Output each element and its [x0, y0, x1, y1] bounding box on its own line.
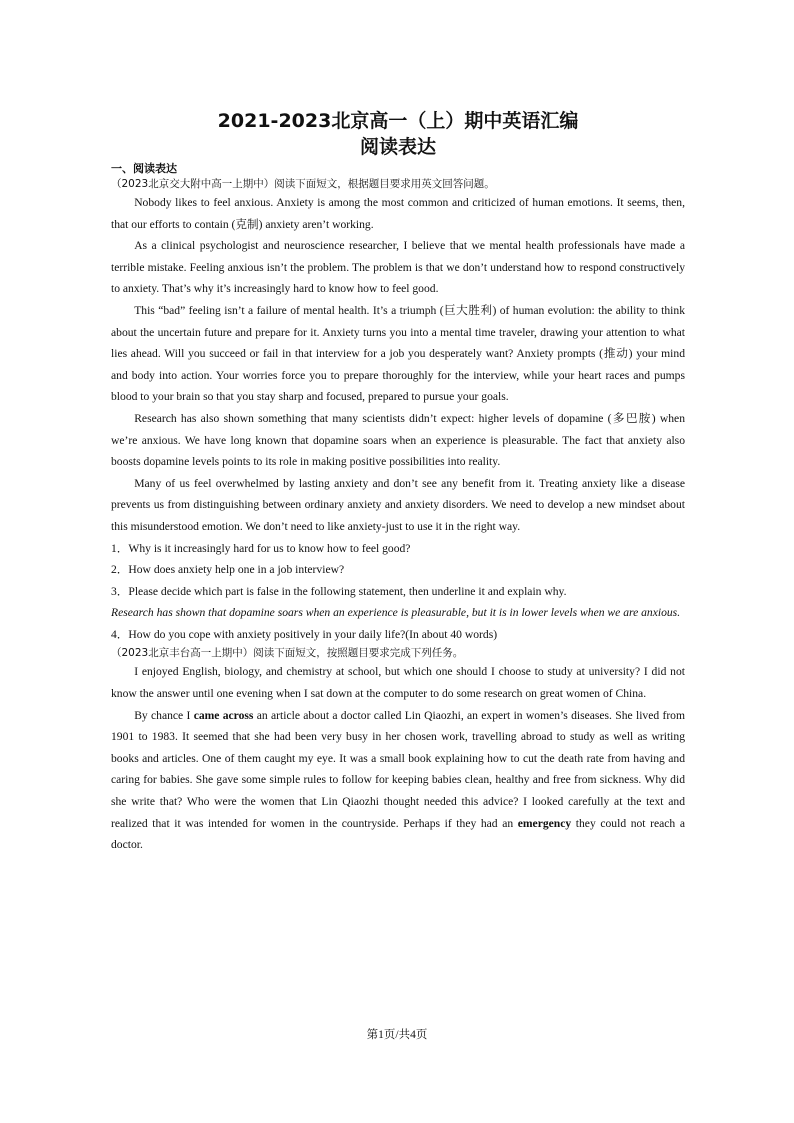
bold-phrase: came across [193, 708, 254, 722]
question-2: 2．How does anxiety help one in a job interview? [111, 563, 345, 577]
question-3: 3．Please decide which part is false in the following statement, then underline it and explain why. [111, 584, 567, 598]
bold-word: emergency [517, 816, 572, 830]
paragraph: I enjoyed English, biology, and chemistry at school, but which one should I choose to study at university? I did not know the answer until one evening when I sat down at the computer to do some research on great women of China. [111, 665, 685, 701]
paragraph: Nobody likes to feel anxious. Anxiety is among the most common and criticized of human emotions. It seems, then, that our efforts to contain (克制) anxiety aren’t working. [111, 196, 685, 231]
passage-source: （2023北京交大附中高一上期中）阅读下面短文，根据题目要求用英文回答问题。 [111, 178, 495, 190]
question-statement: Research has shown that dopamine soars when an experience is pleasurable, but it is in lower levels when we are anxious. [111, 606, 681, 620]
paragraph: Many of us feel overwhelmed by lasting anxiety and don’t see any benefit from it. Treating anxiety like a disease prevents us from distinguishing between ordinary anxiety and anxiety disorders. We need to develop a new mindset about this misunderstood emotion. We don’t need to like anxiety-just to use it in the right way. [111, 476, 685, 533]
section-heading: 一、阅读表达 [111, 162, 177, 175]
document-page [111, 108, 685, 856]
passage-source-2: （2023北京丰台高一上期中）阅读下面短文，按照题目要求完成下列任务。 [111, 647, 464, 660]
document-subtitle: 阅读表达 [359, 136, 436, 158]
page-footer: 第1页/共4页 [366, 1029, 428, 1041]
text-run: By chance I [134, 708, 194, 722]
paragraph [111, 705, 685, 856]
paragraph: As a clinical psychologist and neuroscience researcher, I believe that we mental health professionals have made a terrible mistake. Feeling anxious isn’t the problem. The problem is that we don’t understand how to respond constructively to anxiety. That’s why it’s increasingly hard to know how to feel good. [111, 239, 685, 296]
text-run: they could not reach a doctor. [111, 816, 685, 852]
question-1: 1．Why is it increasingly hard for us to know how to feel good? [111, 541, 411, 555]
question-4: 4．How do you cope with anxiety positively in your daily life?(In about 40 words) [111, 627, 498, 641]
paragraph: This “bad” feeling isn’t a failure of mental health. It’s a triumph (巨大胜利) of human evolution: the ability to think about the uncertain future and prepare for it. Anxiety turns you into a mental time traveler, drawing your attention to what lies ahead. Will you succeed or fail in that interview for a job you desperately want? Anxiety prompts (推动) your mind and body into action. Your worries force you to prepare thoroughly for the interview, while your heart races and pumps blood to your brain so that you stay sharp and focused, prepared to pursue your goals. [111, 303, 685, 404]
text-run: an article about a doctor called Lin Qiaozhi, an expert in women’s diseases. She lived from 1901 to 1983. It seemed that she had been very busy in her chosen work, travelling abroad to study as well as writing books and articles. One of them caught my eye. It was a small book explaining how to cut the death rate from having and caring for babies. She gave some simple rules to follow for keeping babies clean, healthy and free from sickness. Why did she write that? Who were the women that Lin Qiaozhi thought needed this advice? I looked carefully at the text and realized that it was intended for women in the countryside. Perhaps if they had an [111, 708, 685, 830]
document-title: 2021-2023北京高一（上）期中英语汇编 [217, 110, 579, 132]
paragraph: Research has also shown something that many scientists didn’t expect: higher levels of dopamine (多巴胺) when we’re anxious. We have long known that dopamine soars when an experience is pleasurable. The fact that anxiety also boosts dopamine levels points to its role in making positive possibilities into reality. [111, 411, 685, 469]
